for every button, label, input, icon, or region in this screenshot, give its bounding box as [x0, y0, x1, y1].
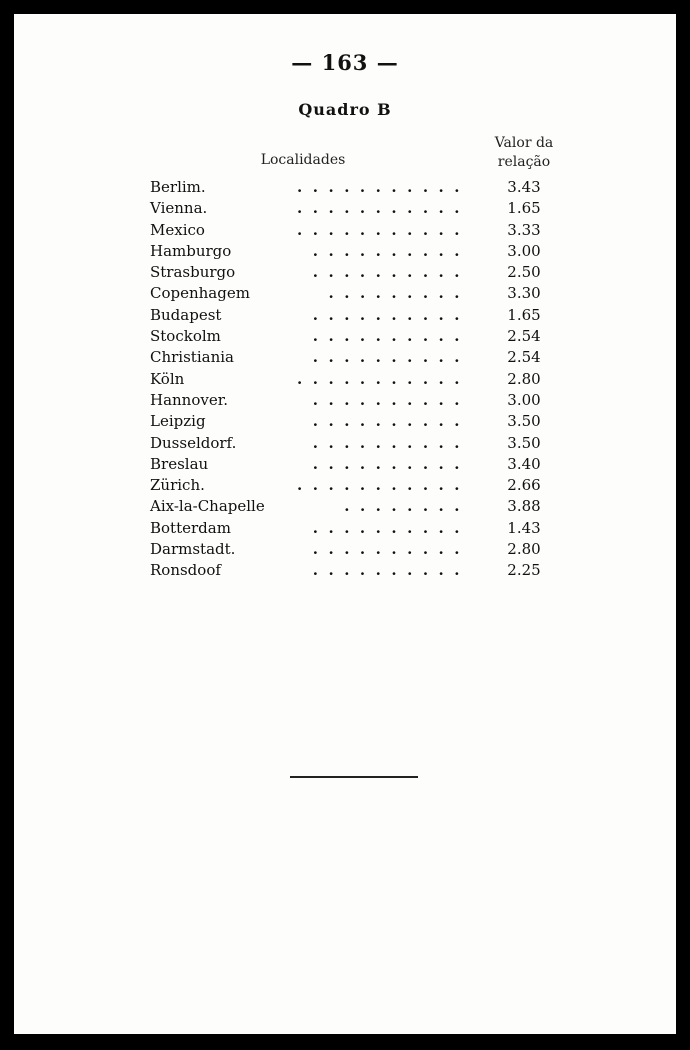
leader-dots: ........... [297, 178, 470, 196]
table-row [150, 369, 570, 390]
ratio-value: 2.80 [507, 369, 541, 388]
table-row [150, 262, 570, 283]
page-number: — 163 — [291, 50, 399, 75]
table-row [150, 560, 570, 581]
leader-dots: .......... [312, 454, 470, 473]
leader-dots: .......... [312, 412, 470, 431]
place-name: Copenhagem [150, 284, 250, 303]
divider-rule [290, 776, 418, 778]
table-row [150, 198, 570, 219]
ratio-value: 1.43 [507, 518, 541, 537]
ratio-value: 3.50 [507, 433, 541, 452]
place-name: Botterdam [150, 518, 231, 537]
place-name: Breslau [150, 454, 209, 473]
place-name: Ronsdoof [150, 561, 221, 580]
ratio-value: 3.88 [507, 497, 541, 516]
ratio-value: 1.65 [507, 305, 541, 324]
table-row [150, 220, 570, 241]
leader-dots: .......... [312, 433, 470, 452]
table-row [150, 539, 570, 560]
ratio-value: 3.00 [507, 390, 541, 409]
place-name: Zürich. [150, 476, 205, 495]
column-header-value: Valor da relação [494, 135, 554, 170]
leader-dots: ........... [297, 369, 470, 388]
leader-dots: .......... [312, 518, 470, 537]
leader-dots: ......... [328, 284, 470, 303]
leader-dots: .......... [312, 390, 470, 409]
table-row [150, 305, 570, 326]
table-row [150, 475, 570, 496]
table-row [150, 177, 570, 198]
place-name: Leipzig [150, 412, 206, 431]
ratio-value: 3.00 [507, 241, 541, 260]
ratio-value: 2.66 [507, 476, 541, 495]
ratio-value: 2.25 [507, 561, 541, 580]
table-row [150, 496, 570, 517]
ratio-value: 1.65 [507, 199, 541, 218]
table-row [150, 433, 570, 454]
place-name: Darmstadt. [150, 540, 236, 559]
leader-dots: .......... [312, 263, 470, 282]
column-header-place: Localidades [260, 152, 346, 168]
leader-dots: ........... [297, 476, 470, 495]
place-name: Köln [150, 369, 185, 388]
ratio-value: 3.50 [507, 412, 541, 431]
place-name: Strasburgo [150, 263, 236, 282]
table-row [150, 347, 570, 368]
leader-dots: ........... [297, 199, 470, 218]
ratio-value: 2.80 [507, 540, 541, 559]
ratio-value: 2.50 [507, 263, 541, 282]
table-row [150, 390, 570, 411]
place-name: Aix-la-Chapelle [150, 497, 265, 516]
leader-dots: .......... [312, 348, 470, 367]
place-name: Dusseldorf. [150, 433, 237, 452]
leader-dots: .......... [312, 305, 470, 324]
place-name: Vienna. [150, 199, 208, 218]
ratio-value: 3.43 [507, 178, 541, 196]
place-name: Hamburgo [150, 241, 232, 260]
ratio-value: 2.54 [507, 327, 541, 346]
ratio-value: 3.30 [507, 284, 541, 303]
place-name: Berlim. [150, 178, 206, 196]
place-name: Mexico [150, 220, 205, 239]
place-name: Christiania [150, 348, 234, 367]
ratio-value: 2.54 [507, 348, 541, 367]
leader-dots: .......... [312, 241, 470, 260]
table-row [150, 241, 570, 262]
ratio-value: 3.40 [507, 454, 541, 473]
table-row [150, 518, 570, 539]
leader-dots: .......... [312, 561, 470, 580]
leader-dots: .......... [312, 327, 470, 346]
place-name: Hannover. [150, 390, 229, 409]
table-title: Quadro B [298, 100, 392, 119]
leader-dots: ........ [344, 497, 470, 516]
ratio-value: 3.33 [507, 220, 541, 239]
table-row [150, 411, 570, 432]
table-row [150, 326, 570, 347]
place-name: Stockolm [150, 327, 221, 346]
table-row [150, 283, 570, 304]
data-table [150, 177, 570, 582]
table-row [150, 454, 570, 475]
place-name: Budapest [150, 305, 222, 324]
leader-dots: ........... [297, 220, 470, 239]
leader-dots: .......... [312, 540, 470, 559]
